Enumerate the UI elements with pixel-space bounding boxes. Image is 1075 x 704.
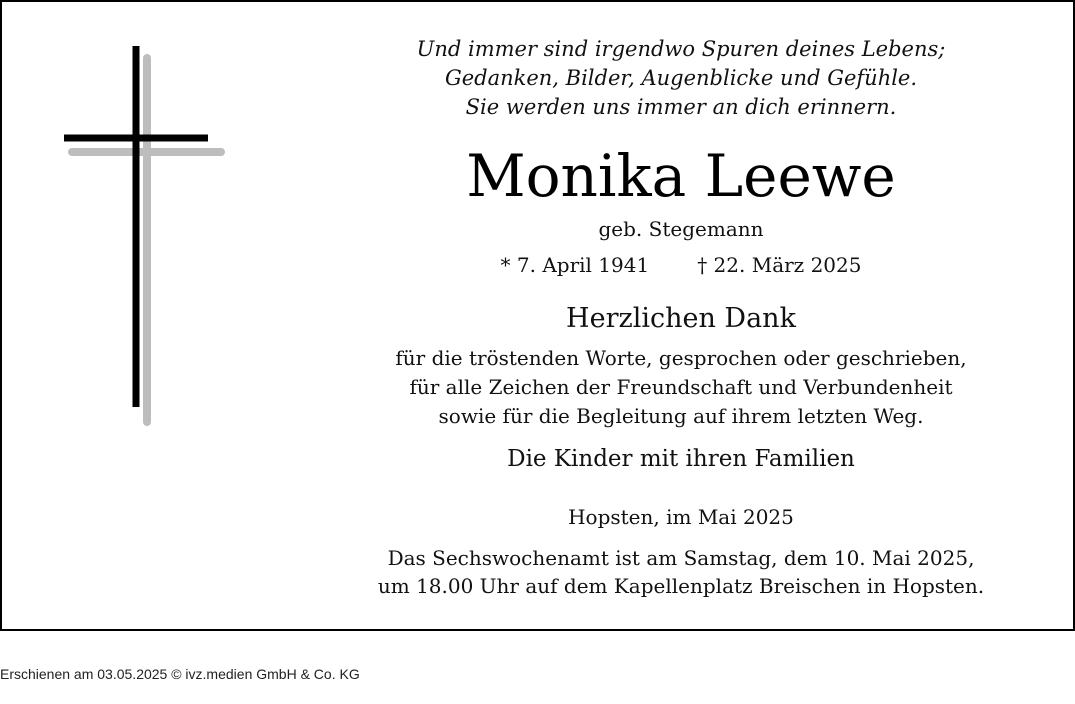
thanks-text [287, 344, 1075, 431]
service-line-2: um 18.00 Uhr auf dem Kapellenplatz Breischen in Hopsten. [377, 574, 985, 598]
birth-name: geb. Stegemann [598, 217, 764, 241]
thanks-title: Herzlichen Dank [566, 303, 796, 334]
verse-line-2: Gedanken, Bilder, Augenblicke und Gefühle. [444, 66, 918, 90]
thanks-line-1: für die tröstenden Worte, gesprochen oder geschrieben, [395, 346, 967, 370]
memorial-verse [287, 35, 1075, 122]
verse-line-1: Und immer sind irgendwo Spuren deines Lebens; [416, 37, 946, 61]
signature: Die Kinder mit ihren Familien [507, 446, 855, 472]
death-date: † 22. März 2025 [697, 253, 862, 277]
birth-date: * 7. April 1941 [500, 253, 650, 277]
service-line-1: Das Sechswochenamt ist am Samstag, dem 10. Mai 2025, [387, 546, 975, 570]
deceased-name: Monika Leewe [466, 142, 896, 210]
publication-footer: Erschienen am 03.05.2025 © ivz.medien GmbH & Co. KG [0, 666, 360, 682]
thanks-line-2: für alle Zeichen der Freundschaft und Verbundenheit [409, 375, 953, 399]
verse-line-3: Sie werden uns immer an dich erinnern. [465, 95, 897, 119]
cross-icon [2, 2, 242, 442]
life-dates [287, 251, 1075, 279]
service-announcement [287, 544, 1075, 600]
place-date: Hopsten, im Mai 2025 [568, 505, 794, 529]
thanks-line-3: sowie für die Begleitung auf ihrem letzten Weg. [438, 404, 924, 428]
